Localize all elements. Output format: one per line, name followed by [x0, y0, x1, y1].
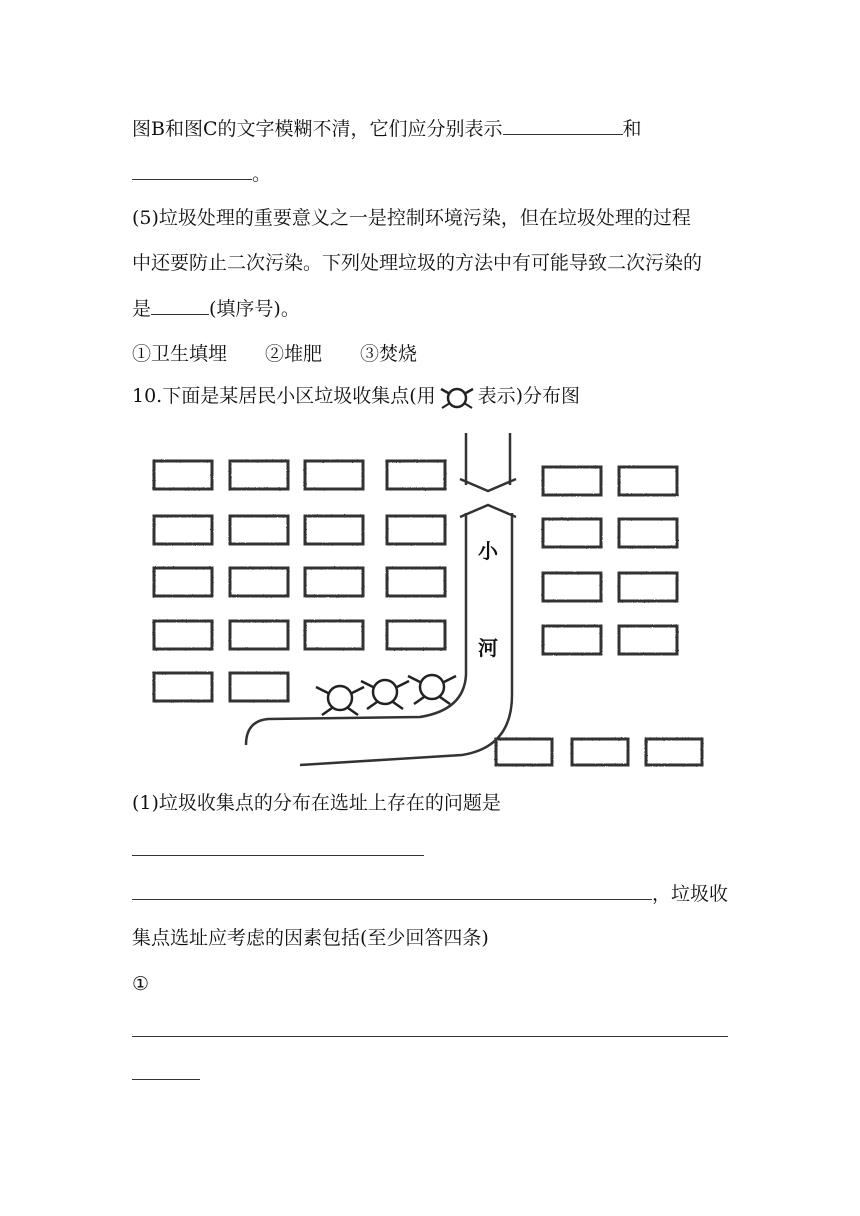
q5-line-3 — [132, 296, 300, 321]
building — [543, 519, 601, 547]
answer-line-3[interactable] — [132, 1036, 728, 1037]
answer-blank-c[interactable] — [132, 161, 252, 180]
answer-blank-b[interactable] — [503, 116, 623, 135]
answer-blank-q5[interactable] — [151, 296, 209, 315]
building — [154, 621, 212, 649]
q10-title-prefix: 10.下面是某居民小区垃圾收集点(用 — [132, 385, 436, 407]
q4-line-1 — [132, 116, 642, 141]
building — [230, 568, 288, 596]
building — [230, 621, 288, 649]
building — [619, 467, 677, 495]
building — [387, 516, 445, 544]
q10-title — [132, 384, 580, 410]
q10-sub1-tail: ，垃圾收 — [652, 883, 729, 905]
q10-sub1-line2 — [132, 881, 728, 906]
building — [154, 568, 212, 596]
building — [543, 467, 601, 495]
q4-line-1-suffix: 和 — [622, 118, 642, 140]
q10-sub1-line3: 集点选址应考虑的因素包括(至少回答四条) — [132, 927, 489, 949]
building — [619, 626, 677, 654]
garbage-collection-point-icon — [438, 384, 476, 410]
river-left-bank — [246, 513, 466, 745]
building — [619, 519, 677, 547]
q4-line-2-suffix: 。 — [252, 163, 272, 185]
q5-line-2: 中还要防止二次污染。下列处理垃圾的方法中有可能导致二次污染的 — [132, 252, 703, 274]
building — [387, 568, 445, 596]
building — [387, 621, 445, 649]
garbage-collection-point-icon — [316, 686, 364, 715]
q5-option-1: ①卫生填埋 — [132, 343, 228, 365]
q5-option-3: ③焚烧 — [360, 343, 418, 365]
river-label-1: 小 — [478, 539, 498, 563]
building — [619, 573, 677, 601]
building — [154, 461, 212, 489]
river-label-2: 河 — [478, 636, 498, 660]
q10-sub1: (1)垃圾收集点的分布在选址上存在的问题是 — [132, 792, 501, 814]
q10-title-suffix: 表示)分布图 — [477, 385, 581, 407]
q5-option-2: ②堆肥 — [265, 343, 323, 365]
building — [572, 739, 628, 765]
building — [387, 461, 445, 489]
community-map — [140, 425, 730, 775]
building — [154, 516, 212, 544]
river-inlet-arrow — [460, 479, 516, 491]
building-group — [154, 461, 702, 765]
building — [230, 461, 288, 489]
collection-points — [316, 675, 456, 715]
building — [543, 573, 601, 601]
q4-line-2 — [132, 161, 271, 186]
q5-line-1: (5)垃圾处理的重要意义之一是控制环境污染，但在垃圾处理的过程 — [132, 207, 691, 229]
river-arrow — [460, 505, 516, 517]
answer-line-2[interactable] — [132, 881, 652, 900]
building — [646, 739, 702, 765]
q5-line-3-suffix: (填序号)。 — [209, 298, 300, 320]
building — [230, 516, 288, 544]
building — [543, 626, 601, 654]
building — [154, 673, 212, 701]
building — [305, 621, 363, 649]
building — [305, 461, 363, 489]
building — [305, 568, 363, 596]
answer-line-4[interactable] — [132, 1079, 200, 1080]
q4-line-1-text: 图B和图C的文字模糊不清，它们应分别表示 — [132, 118, 503, 140]
garbage-collection-point-icon — [408, 675, 456, 704]
garbage-collection-point-icon — [361, 680, 409, 709]
answer-line-1[interactable] — [132, 855, 424, 856]
q5-options — [132, 342, 417, 366]
building — [230, 673, 288, 701]
q5-line-3-prefix: 是 — [132, 298, 152, 320]
building — [305, 516, 363, 544]
q10-item1-marker: ① — [132, 973, 150, 995]
building — [496, 739, 552, 765]
